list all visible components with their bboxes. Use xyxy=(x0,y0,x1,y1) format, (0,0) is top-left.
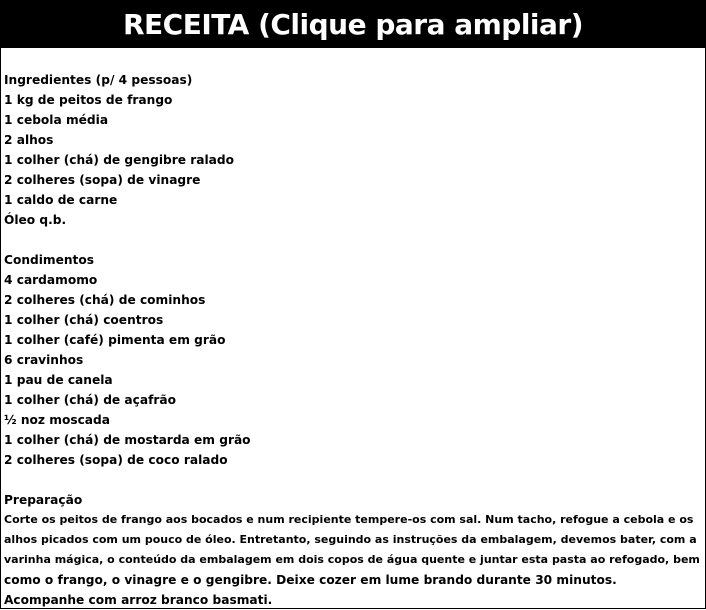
ingredient-item: 1 kg de peitos de frango xyxy=(4,93,173,107)
recipe-title[interactable]: RECEITA (Clique para ampliar) xyxy=(122,8,584,41)
preparation-line: como o frango, o vinagre e o gengibre. Deixe cozer em lume brando durante 30 minutos. xyxy=(4,573,617,587)
condiment-item: 2 colheres (sopa) de coco ralado xyxy=(4,453,228,467)
section-spacer xyxy=(4,470,700,490)
ingredient-item: 2 colheres (sopa) de vinagre xyxy=(4,173,201,187)
condiments-heading: Condimentos xyxy=(4,253,94,267)
preparation-line: Acompanhe com arroz branco basmati. xyxy=(4,593,273,607)
title-bar[interactable] xyxy=(1,1,705,48)
condiment-item: 1 colher (café) pimenta em grão xyxy=(4,333,226,347)
ingredient-item: 1 caldo de carne xyxy=(4,193,118,207)
ingredient-item: Óleo q.b. xyxy=(4,213,67,227)
ingredient-item: 1 cebola média xyxy=(4,113,109,127)
condiment-item: 1 colher (chá) coentros xyxy=(4,313,164,327)
condiment-item: 1 colher (chá) de açafrão xyxy=(4,393,177,407)
condiment-item: 4 cardamomo xyxy=(4,273,98,287)
preparation-line: Corte os peitos de frango aos bocados e num recipiente tempere-os com sal. Num tacho, refogue a cebola e os xyxy=(4,513,694,526)
preparation-line: alhos picados com um pouco de óleo. Entretanto, seguindo as instruções da embalagem, devemos bater, com a xyxy=(4,533,697,546)
condiment-item: 1 colher (chá) de mostarda em grão xyxy=(4,433,251,447)
condiment-item: 6 cravinhos xyxy=(4,353,84,367)
condiment-item: 1 pau de canela xyxy=(4,373,113,387)
section-spacer xyxy=(4,230,700,250)
ingredients-heading: Ingredientes (p/ 4 pessoas) xyxy=(4,73,193,87)
recipe-content xyxy=(4,70,700,610)
preparation-heading: Preparação xyxy=(4,493,83,507)
condiment-item: 2 colheres (chá) de cominhos xyxy=(4,293,206,307)
preparation-line: varinha mágica, o conteúdo da embalagem em dois copos de água quente e juntar esta pasta ao refogado, bem xyxy=(4,553,700,566)
ingredient-item: 2 alhos xyxy=(4,133,54,147)
ingredient-item: 1 colher (chá) de gengibre ralado xyxy=(4,153,234,167)
condiment-item: ½ noz moscada xyxy=(4,413,110,427)
